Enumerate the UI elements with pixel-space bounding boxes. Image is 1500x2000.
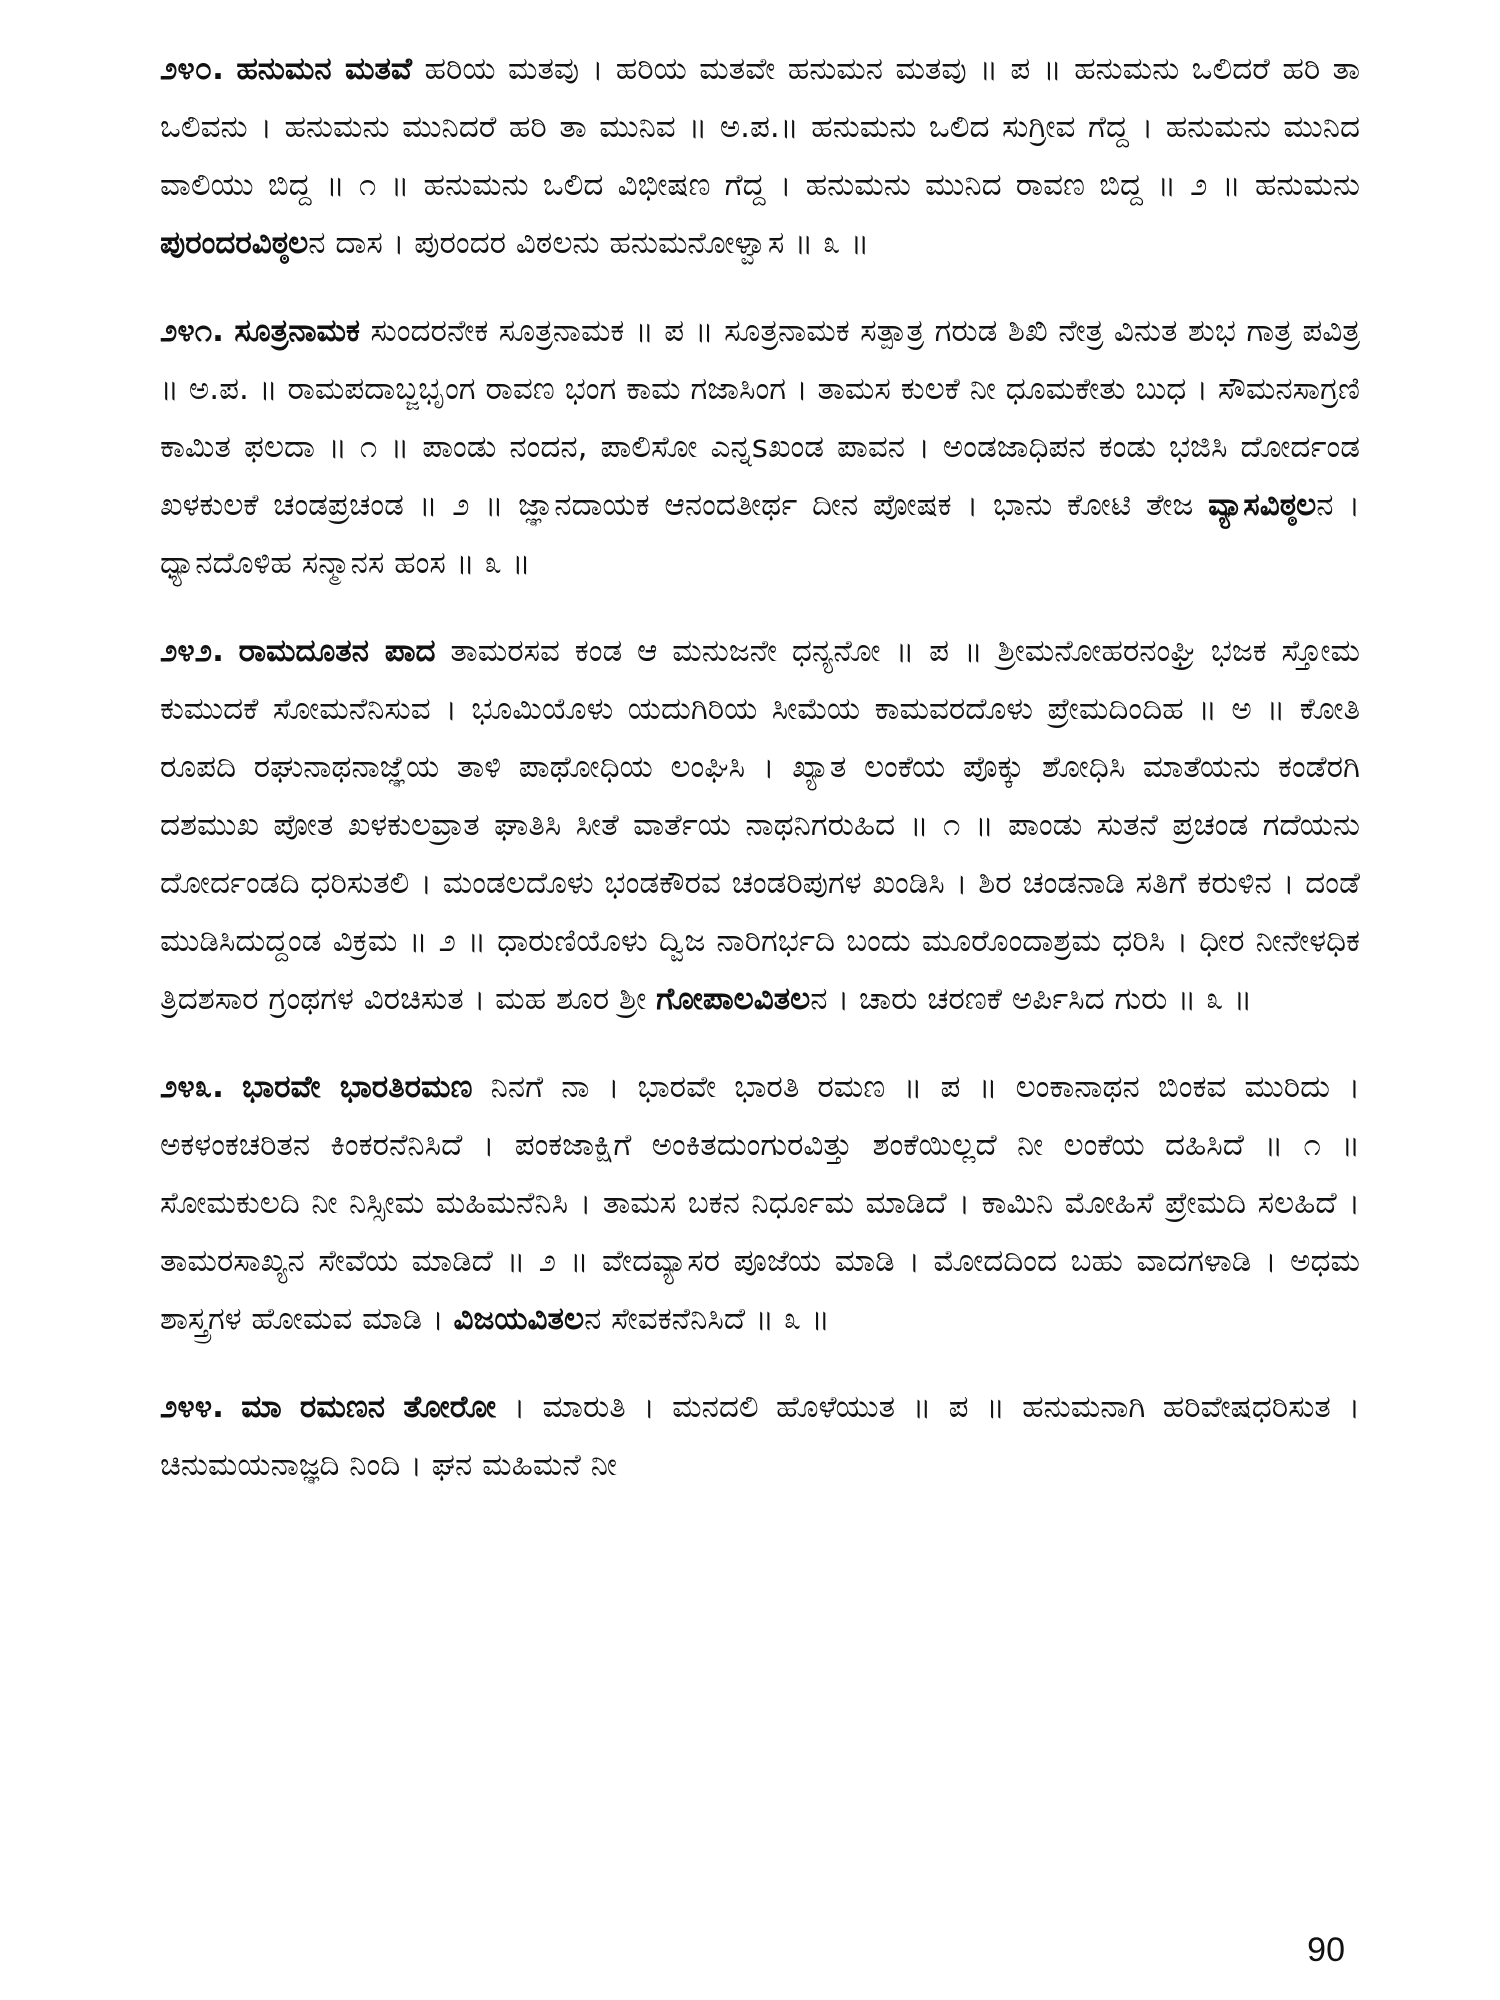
song-text-end: ನ । ಧ್ಯಾನದೊಳಿಹ ಸನ್ಮಾನಸ ಹಂಸ ॥ ೩ ॥ [160, 487, 1360, 581]
song-entry-240 [160, 40, 1360, 272]
song-text: ನಿನಗೆ ನಾ । ಭಾರವೇ ಭಾರತಿ ರಮಣ ॥ ಪ ॥ ಲಂಕಾನಾಥನ ಬಿಂಕವ ಮುರಿದು । ಅಕಳಂಕಚರಿತನ ಕಿಂಕರನೆನಿಸಿದೆ । ಪಂಕಜಾಕ್ಷಿಗೆ ಅಂಕಿತದುಂಗುರವಿತ್ತು ಶಂಕೆಯಿಲ್ಲದೆ ನೀ ಲಂಕೆಯ ದಹಿಸಿದೆ ॥ ೧ ॥ ಸೋಮಕುಲದಿ ನೀ ನಿಸ್ಸೀಮ ಮಹಿಮನೆನಿಸಿ । ತಾಮಸ ಬಕನ ನಿರ್ಧೂಮ ಮಾಡಿದೆ । ಕಾಮಿನಿ ಮೋಹಿಸೆ ಪ್ರೇಮದಿ ಸಲಹಿದೆ । ತಾಮರಸಾಖ್ಯನ ಸೇವೆಯ ಮಾಡಿದೆ ॥ ೨ ॥ ವೇದವ್ಯಾಸರ ಪೂಜೆಯ ಮಾಡಿ । ಮೋದದಿಂದ ಬಹು ವಾದಗಳಾಡಿ । ಅಧಮ ಶಾಸ್ತ್ರಗಳ ಹೋಮವ ಮಾಡಿ । [160, 1069, 1360, 1337]
ankita-name: ವಿಜಯವಿತಲ [453, 1301, 585, 1337]
song-number: ೨೪೧. [160, 313, 224, 349]
song-text-end: ನ । ಚಾರು ಚರಣಕೆ ಅರ್ಪಿಸಿದ ಗುರು ॥ ೩ ॥ [810, 981, 1253, 1017]
song-title: ಸೂತ್ರನಾಮಕ [234, 313, 360, 349]
song-text: ಹರಿಯ ಮತವು । ಹರಿಯ ಮತವೇ ಹನುಮನ ಮತವು ॥ ಪ ॥ ಹನುಮನು ಒಲಿದರೆ ಹರಿ ತಾ ಒಲಿವನು । ಹನುಮನು ಮುನಿದರೆ ಹರಿ ತಾ ಮುನಿವ ॥ ಅ.ಪ.॥ ಹನುಮನು ಒಲಿದ ಸುಗ್ರೀವ ಗೆದ್ದ । ಹನುಮನು ಮುನಿದ ವಾಲಿಯು ಬಿದ್ದ ॥ ೧ ॥ ಹನುಮನು ಒಲಿದ ವಿಭೀಷಣ ಗೆದ್ದ । ಹನುಮನು ಮುನಿದ ರಾವಣ ಬಿದ್ದ ॥ ೨ ॥ ಹನುಮನು [160, 51, 1361, 203]
ankita-name: ಗೋಪಾಲವಿತಲ [656, 981, 811, 1017]
song-text: । ಮಾರುತಿ । ಮನದಲಿ ಹೊಳೆಯುತ ॥ ಪ ॥ ಹನುಮನಾಗಿ ಹರಿವೇಷಧರಿಸುತ । ಚಿನುಮಯನಾಜ್ಞದಿ ನಿಂದಿ । ಘನ ಮಹಿಮನೆ ನೀ [160, 1389, 1360, 1483]
song-entry-244 [160, 1378, 1360, 1494]
song-entry-241 [160, 302, 1360, 592]
song-text: ತಾಮರಸವ ಕಂಡ ಆ ಮನುಜನೇ ಧನ್ಯನೋ ॥ ಪ ॥ ಶ್ರೀಮನೋಹರನಂಘ್ರಿ ಭಜಕ ಸ್ತೋಮ ಕುಮುದಕೆ ಸೋಮನೆನಿಸುವ । ಭೂಮಿಯೊಳು ಯದುಗಿರಿಯ ಸೀಮೆಯ ಕಾಮವರದೊಳು ಪ್ರೇಮದಿಂದಿಹ ॥ ಅ ॥ ಕೋತಿ ರೂಪದಿ ರಘುನಾಥನಾಜ್ಞೆಯ ತಾಳಿ ಪಾಥೋಧಿಯ ಲಂಘಿಸಿ । ಖ್ಯಾತ ಲಂಕೆಯ ಪೊಕ್ಕು ಶೋಧಿಸಿ ಮಾತೆಯನು ಕಂಡೆರಗಿ ದಶಮುಖ ಪೋತ ಖಳಕುಲವ್ರಾತ ಘಾತಿಸಿ ಸೀತೆ ವಾರ್ತೆಯ ನಾಥನಿಗರುಹಿದ ॥ ೧ ॥ ಪಾಂಡು ಸುತನೆ ಪ್ರಚಂಡ ಗದೆಯನು ದೋರ್ದಂಡದಿ ಧರಿಸುತಲಿ । ಮಂಡಲದೊಳು ಭಂಡಕೌರವ ಚಂಡರಿಪುಗಳ ಖಂಡಿಸಿ । ಶಿರ ಚಂಡನಾಡಿ ಸತಿಗೆ ಕರುಳಿನ । ದಂಡೆ ಮುಡಿಸಿದುದ್ದಂಡ ವಿಕ್ರಮ ॥ ೨ ॥ ಧಾರುಣಿಯೊಳು ದ್ವಿಜ ನಾರಿಗರ್ಭದಿ ಬಂದು ಮೂರೊಂದಾಶ್ರಮ ಧರಿಸಿ । ಧೀರ ನೀನೇಳಧಿಕ ತ್ರಿದಶಸಾರ ಗ್ರಂಥಗಳ ವಿರಚಿಸುತ । ಮಹ ಶೂರ ಶ್ರೀ [160, 633, 1361, 1017]
page-number: 90 [1307, 1931, 1345, 1969]
song-entry-243 [160, 1058, 1360, 1348]
song-text-end: ನ ಸೇವಕನೆನಿಸಿದೆ ॥ ೩ ॥ [584, 1301, 830, 1337]
ankita-name: ಪುರಂದರವಿಠ್ಠಲ [160, 225, 309, 261]
song-text: ಸುಂದರನೇಕ ಸೂತ್ರನಾಮಕ ॥ ಪ ॥ ಸೂತ್ರನಾಮಕ ಸತ್ಪಾತ್ರ ಗರುಡ ಶಿಖಿ ನೇತ್ರ ವಿನುತ ಶುಭ ಗಾತ್ರ ಪವಿತ್ರ ॥ ಅ.ಪ. ॥ ರಾಮಪದಾಬ್ಜಭೃಂಗ ರಾವಣ ಭಂಗ ಕಾಮ ಗಜಾಸಿಂಗ । ತಾಮಸ ಕುಲಕೆ ನೀ ಧೂಮಕೇತು ಬುಧ । ಸೌಮನಸಾಗ್ರಣಿ ಕಾಮಿತ ಫಲದಾ ॥ ೧ ॥ ಪಾಂಡು ನಂದನ, ಪಾಲಿಸೋ ಎನ್ನsಖಂಡ ಪಾವನ । ಅಂಡಜಾಧಿಪನ ಕಂಡು ಭಜಿಸಿ ದೋರ್ದಂಡ ಖಳಕುಲಕೆ ಚಂಡಪ್ರಚಂಡ ॥ ೨ ॥ ಜ್ಞಾನದಾಯಕ ಆನಂದತೀರ್ಥ ದೀನ ಪೋಷಕ । ಭಾನು ಕೋಟಿ ತೇಜ [160, 313, 1361, 523]
song-number: ೨೪೪. [160, 1389, 224, 1425]
song-number: ೨೪೨. [160, 633, 224, 669]
song-title: ಭಾರವೇ ಭಾರತಿರಮಣ [242, 1069, 473, 1105]
song-number: ೨೪೩. [160, 1069, 224, 1105]
song-entry-242 [160, 622, 1360, 1028]
page-body [160, 40, 1360, 1524]
song-text-end: ನ ದಾಸ । ಪುರಂದರ ವಿಠಲನು ಹನುಮನೋಳ್ವಾಸ ॥ ೩ ॥ [308, 225, 870, 261]
song-title: ರಾಮದೂತನ ಪಾದ [238, 633, 436, 669]
song-title: ಹನುಮನ ಮತವೆ [236, 51, 413, 87]
song-title: ಮಾ ರಮಣನ ತೋರೋ [241, 1389, 497, 1425]
song-number: ೨೪೦. [160, 51, 224, 87]
ankita-name: ವ್ಯಾಸವಿಠ್ಠಲ [1208, 487, 1317, 523]
